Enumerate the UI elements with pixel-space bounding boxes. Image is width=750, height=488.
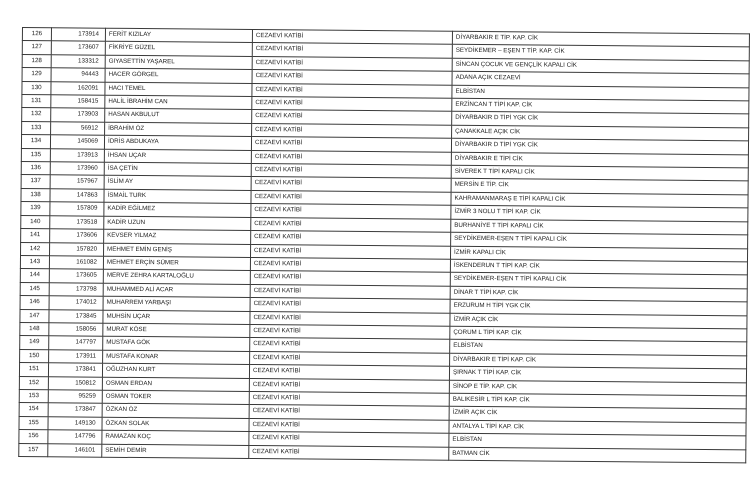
job-title-cell: CEZAEVİ KATİBİ xyxy=(250,271,450,286)
row-number-cell: 153 xyxy=(19,389,48,403)
row-number-cell: 141 xyxy=(21,229,50,243)
row-number-cell: 142 xyxy=(21,242,50,256)
institution-cell: ERZURUM H TİPİ YGK CİK xyxy=(450,299,747,315)
person-name-cell: FERİT KIZILAY xyxy=(105,28,252,43)
institution-cell: İSKENDERUN T TİPİ KAP. CİK xyxy=(450,259,747,275)
institution-cell: DİYARBAKIR E TİPİ CİK xyxy=(451,152,748,168)
institution-cell: İZMİR AÇIK CİK xyxy=(450,313,747,329)
institution-cell: SİNCAN ÇOCUK VE GENÇLİK KAPALI CİK xyxy=(452,58,749,74)
institution-cell: ÇANAKKALE AÇIK CİK xyxy=(452,125,749,141)
record-id-cell: 173605 xyxy=(49,269,103,283)
person-name-cell: ÖZKAN SOLAK xyxy=(102,417,249,432)
job-title-cell: CEZAEVİ KATİBİ xyxy=(252,123,452,138)
institution-cell: DİYARBAKIR D TİPİ YGK CİK xyxy=(452,112,749,128)
job-title-cell: CEZAEVİ KATİBİ xyxy=(250,284,450,299)
institution-cell: ERZİNCAN T TİPİ KAP. CİK xyxy=(452,98,749,114)
record-id-cell: 173607 xyxy=(51,41,105,55)
job-title-cell: CEZAEVİ KATİBİ xyxy=(251,204,451,219)
record-id-cell: 146101 xyxy=(48,443,102,457)
record-id-cell: 158056 xyxy=(49,323,103,337)
institution-cell: İZMİR AÇIK CİK xyxy=(449,407,746,423)
institution-cell: SEYDİKEMER-EŞEN T TİPİ KAPALI CİK xyxy=(450,273,747,289)
row-number-cell: 149 xyxy=(20,336,49,350)
record-id-cell: 173606 xyxy=(50,229,104,243)
job-title-cell: CEZAEVİ KATİBİ xyxy=(251,231,451,246)
job-title-cell: CEZAEVİ KATİBİ xyxy=(250,257,450,272)
record-id-cell: 147797 xyxy=(49,336,103,350)
person-name-cell: İBRAHİM ÖZ xyxy=(105,122,252,137)
institution-cell: BURHANİYE T TİPİ KAPALI CİK xyxy=(451,219,748,235)
record-id-cell: 173798 xyxy=(49,282,103,296)
row-number-cell: 136 xyxy=(21,162,50,176)
row-number-cell: 137 xyxy=(21,175,50,189)
record-id-cell: 157967 xyxy=(50,175,104,189)
institution-cell: DİYARBAKIR E TİP. KAP. CİK xyxy=(452,31,749,47)
person-name-cell: MURAT KÖSE xyxy=(103,323,250,338)
person-name-cell: SEMİH DEMİR xyxy=(102,444,249,459)
person-name-cell: HALİL İBRAHİM CAN xyxy=(105,95,252,110)
job-title-cell: CEZAEVİ KATİBİ xyxy=(249,432,449,447)
record-id-cell: 147796 xyxy=(48,430,102,444)
person-name-cell: İDRİS ABDUKAYA xyxy=(104,135,251,150)
record-id-cell: 173960 xyxy=(50,162,104,176)
person-name-cell: ÖZKAN ÖZ xyxy=(102,404,249,419)
job-title-cell: CEZAEVİ KATİBİ xyxy=(252,43,452,58)
person-name-cell: MUHAMMED ALİ ACAR xyxy=(103,283,250,298)
row-number-cell: 143 xyxy=(20,255,49,269)
record-id-cell: 157809 xyxy=(50,202,104,216)
row-number-cell: 152 xyxy=(19,376,48,390)
person-name-cell: OSMAN TOKER xyxy=(102,390,249,405)
record-id-cell: 145069 xyxy=(50,135,104,149)
job-title-cell: CEZAEVİ KATİBİ xyxy=(251,137,451,152)
institution-cell: ÇORUM L TİPİ KAP. CİK xyxy=(450,326,747,342)
person-name-cell: OSMAN ERDAN xyxy=(102,377,249,392)
record-id-cell: 174012 xyxy=(49,296,103,310)
institution-cell: SİVEREK T TİPİ KAPALI CİK xyxy=(451,165,748,181)
record-id-cell: 157820 xyxy=(50,242,104,256)
record-id-cell: 95259 xyxy=(48,390,102,404)
job-title-cell: CEZAEVİ KATİBİ xyxy=(252,83,452,98)
person-name-cell: HACER GÖRGEL xyxy=(105,68,252,83)
record-id-cell: 56912 xyxy=(51,122,105,136)
record-id-cell: 162091 xyxy=(51,81,105,95)
institution-cell: İZMİR KAPALI CİK xyxy=(450,246,747,262)
person-name-cell: İSA ÇETİN xyxy=(104,162,251,177)
row-number-cell: 148 xyxy=(20,322,49,336)
person-name-cell: İSMAİL TURK xyxy=(104,189,251,204)
person-name-cell: MUHARREM YARBAŞI xyxy=(103,296,250,311)
institution-cell: BATMAN CİK xyxy=(449,447,746,463)
job-title-cell: CEZAEVİ KATİBİ xyxy=(249,378,449,393)
record-id-cell: 173518 xyxy=(50,215,104,229)
job-title-cell: CEZAEVİ KATİBİ xyxy=(252,56,452,71)
job-title-cell: CEZAEVİ KATİBİ xyxy=(249,405,449,420)
document-page xyxy=(18,27,740,463)
job-title-cell: CEZAEVİ KATİBİ xyxy=(252,97,452,112)
job-title-cell: CEZAEVİ KATİBİ xyxy=(250,324,450,339)
row-number-cell: 140 xyxy=(21,215,50,229)
record-id-cell: 147863 xyxy=(50,189,104,203)
institution-cell: ANTALYA L TİPİ KAP. CİK xyxy=(449,420,746,436)
record-id-cell: 173914 xyxy=(51,28,105,42)
job-title-cell: CEZAEVİ KATİBİ xyxy=(249,445,449,460)
person-name-cell: MUHSİN UÇAR xyxy=(103,310,250,325)
institution-cell: KAHRAMANMARAŞ E TİPİ KAPALI CİK xyxy=(451,192,748,208)
record-id-cell: 94443 xyxy=(51,68,105,82)
person-name-cell: OĞUZHAN KURT xyxy=(102,363,249,378)
row-number-cell: 146 xyxy=(20,296,49,310)
record-id-cell: 173847 xyxy=(48,403,102,417)
record-id-cell: 133312 xyxy=(51,55,105,69)
institution-cell: ADANA AÇIK CEZAEVİ xyxy=(452,71,749,87)
record-id-cell: 173845 xyxy=(49,309,103,323)
person-name-cell: GIYASETTİN YAŞAREL xyxy=(105,55,252,70)
institution-cell: SEYDİKEMER – EŞEN T TİP. KAP. CİK xyxy=(452,45,749,61)
row-number-cell: 139 xyxy=(21,202,50,216)
row-number-cell: 128 xyxy=(22,54,51,68)
row-number-cell: 132 xyxy=(22,108,51,122)
row-number-cell: 131 xyxy=(22,95,51,109)
record-id-cell: 173841 xyxy=(48,363,102,377)
person-name-cell: KEVSER YILMAZ xyxy=(104,229,251,244)
person-name-cell: KADİR UZUN xyxy=(104,216,251,231)
row-number-cell: 130 xyxy=(22,81,51,95)
row-number-cell: 154 xyxy=(19,403,48,417)
row-number-cell: 157 xyxy=(19,443,48,457)
job-title-cell: CEZAEVİ KATİBİ xyxy=(251,177,451,192)
job-title-cell: CEZAEVİ KATİBİ xyxy=(252,30,452,45)
person-name-cell: HACI TEMEL xyxy=(105,82,252,97)
institution-cell: DİYARBAKIR D TİPİ YGK CİK xyxy=(451,139,748,155)
job-title-cell: CEZAEVİ KATİBİ xyxy=(251,217,451,232)
institution-cell: BALIKESİR L TİPİ KAP. CİK xyxy=(449,393,746,409)
job-title-cell: CEZAEVİ KATİBİ xyxy=(251,190,451,205)
institution-cell: SEYDİKEMER-EŞEN T TİPİ KAPALI CİK xyxy=(451,232,748,248)
row-number-cell: 134 xyxy=(21,135,50,149)
person-name-cell: HASAN AKBULUT xyxy=(105,109,252,124)
job-title-cell: CEZAEVİ KATİBİ xyxy=(252,70,452,85)
job-title-cell: CEZAEVİ KATİBİ xyxy=(250,311,450,326)
row-number-cell: 135 xyxy=(21,148,50,162)
record-id-cell: 150812 xyxy=(48,376,102,390)
job-title-cell: CEZAEVİ KATİBİ xyxy=(249,391,449,406)
record-id-cell: 149130 xyxy=(48,417,102,431)
person-name-cell: KADİR EĞİLMEZ xyxy=(104,203,251,218)
personnel-table xyxy=(18,27,750,463)
row-number-cell: 151 xyxy=(19,363,48,377)
job-title-cell: CEZAEVİ KATİBİ xyxy=(249,418,449,433)
institution-cell: ELBİSTAN xyxy=(452,85,749,101)
row-number-cell: 147 xyxy=(20,309,49,323)
institution-cell: ELBİSTAN xyxy=(450,340,747,356)
job-title-cell: CEZAEVİ KATİBİ xyxy=(250,351,450,366)
row-number-cell: 156 xyxy=(19,430,48,444)
job-title-cell: CEZAEVİ KATİBİ xyxy=(250,244,450,259)
person-name-cell: İSLİM AY xyxy=(104,176,251,191)
record-id-cell: 161082 xyxy=(49,256,103,270)
person-name-cell: İHSAN UÇAR xyxy=(104,149,251,164)
row-number-cell: 133 xyxy=(22,121,51,135)
job-title-cell: CEZAEVİ KATİBİ xyxy=(251,150,451,165)
institution-cell: İZMİR 3 NOLU T TİPİ KAP. CİK xyxy=(451,206,748,222)
row-number-cell: 145 xyxy=(20,282,49,296)
row-number-cell: 138 xyxy=(21,188,50,202)
institution-cell: DİNAR T TİPİ KAP. CİK xyxy=(450,286,747,302)
institution-cell: SİNOP E TİP. KAP. CİK xyxy=(449,380,746,396)
record-id-cell: 173903 xyxy=(51,108,105,122)
row-number-cell: 144 xyxy=(20,269,49,283)
person-name-cell: RAMAZAN KOÇ xyxy=(102,430,249,445)
record-id-cell: 158415 xyxy=(51,95,105,109)
job-title-cell: CEZAEVİ KATİBİ xyxy=(252,110,452,125)
row-number-cell: 129 xyxy=(22,68,51,82)
person-name-cell: MUSTAFA KONAR xyxy=(103,350,250,365)
job-title-cell: CEZAEVİ KATİBİ xyxy=(250,298,450,313)
institution-cell: ELBİSTAN xyxy=(449,433,746,449)
person-name-cell: FİKRİYE GÜZEL xyxy=(105,42,252,57)
row-number-cell: 127 xyxy=(22,41,51,55)
record-id-cell: 173911 xyxy=(49,349,103,363)
row-number-cell: 126 xyxy=(22,28,51,42)
institution-cell: ŞIRNAK T TİPİ KAP. CİK xyxy=(449,366,746,382)
table-body xyxy=(19,28,750,463)
person-name-cell: MERVE ZEHRA KARTALOĞLU xyxy=(103,270,250,285)
person-name-cell: MEHMET EMİN GENİŞ xyxy=(104,243,251,258)
person-name-cell: MUSTAFA GÖK xyxy=(103,337,250,352)
row-number-cell: 155 xyxy=(19,416,48,430)
record-id-cell: 173913 xyxy=(50,148,104,162)
row-number-cell: 150 xyxy=(20,349,49,363)
job-title-cell: CEZAEVİ KATİBİ xyxy=(250,338,450,353)
job-title-cell: CEZAEVİ KATİBİ xyxy=(251,164,451,179)
institution-cell: MERSİN E TİP. CİK xyxy=(451,179,748,195)
person-name-cell: MEHMET ERÇİN SÜMER xyxy=(103,256,250,271)
job-title-cell: CEZAEVİ KATİBİ xyxy=(249,365,449,380)
institution-cell: DİYARBAKIR E TİPİ KAP. CİK xyxy=(450,353,747,369)
